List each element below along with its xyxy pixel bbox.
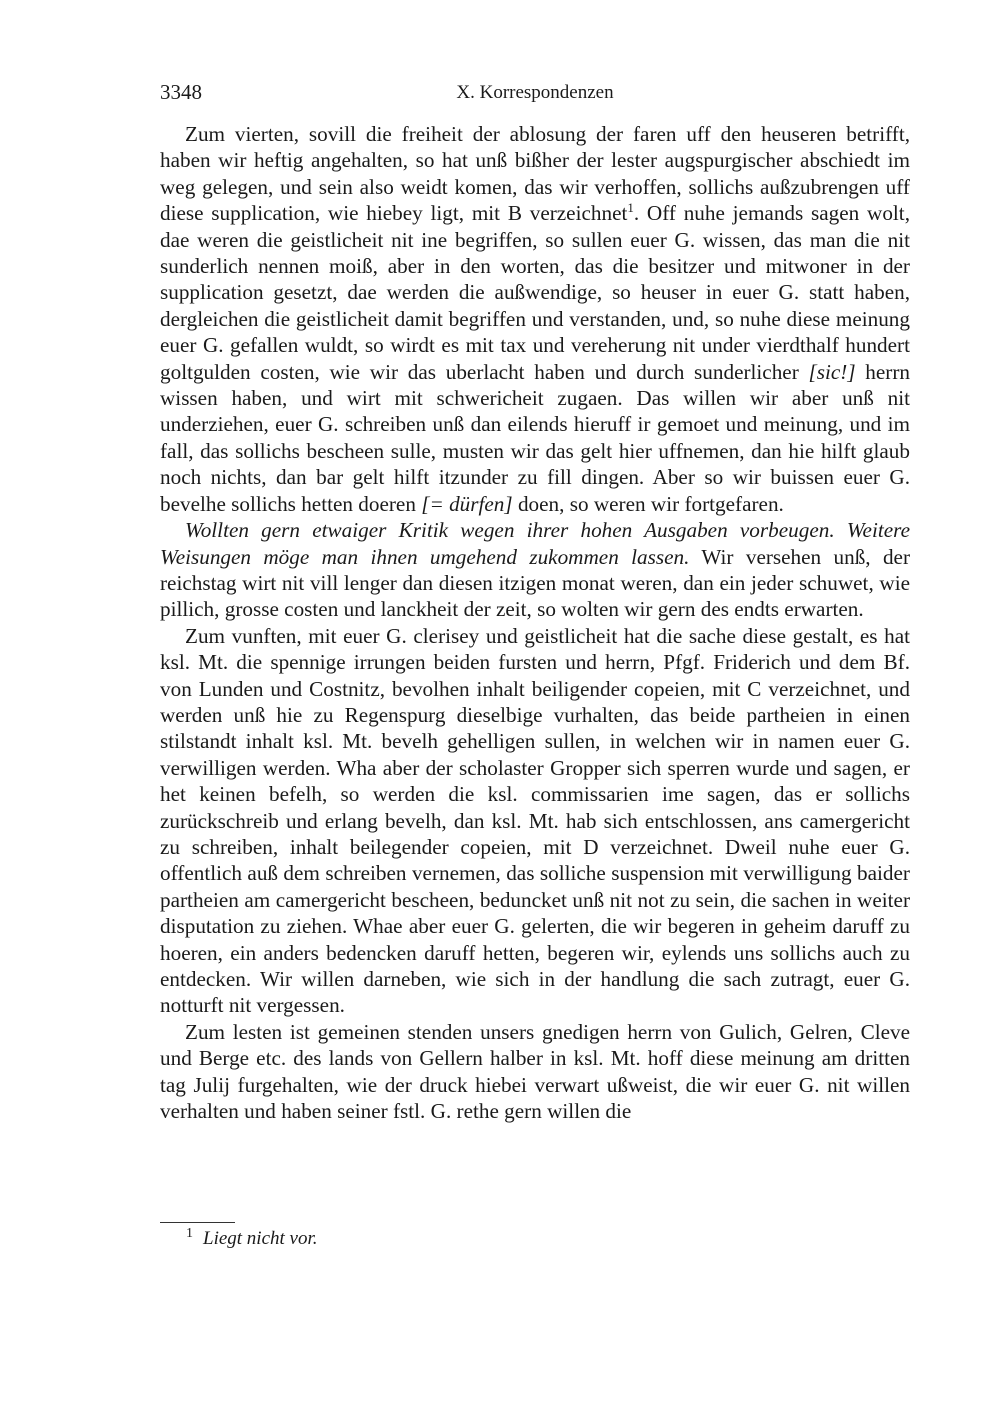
footnote (186, 1225, 318, 1250)
page-header (160, 80, 910, 106)
editorial-summary: Wollten gern etwaiger Kritik wegen ihrer hohen Ausgaben vorbeugen. Weitere Weisungen möge man ihnen umgehend zukommen lassen. (160, 518, 910, 569)
text-run: Zum lesten ist gemeinen stenden unsers gnedigen herrn von Gulich, Gelren, Cleve und Berge etc. des lands von Gellern halber in ksl. Mt. hoff diese meinung am dritten tag Julij furgehalten, wie der druck hiebei verwart ußweist, die wir euer G. nit willen verhalten und haben seiner fstl. G. rethe gern willen die (160, 1019, 910, 1124)
paragraph-3 (160, 623, 910, 1019)
running-title: X. Korrespondenzen (456, 82, 614, 103)
text-run: . Off nuhe jemands sagen wolt, dae weren die geistlicheit nit ine begriffen, so sullen euer G. wissen, das man die nit sunderlich nennen moiß, aber in den worten, das die besitzer und mitwoner in der supplication gesetzt, dae werden die außwendige, so heuser in euer G. statt haben, dergleichen die geistlicheit damit begriffen und verstanden, und, so nuhe diese meinung euer G. gefallen wuldt, so wirdt es mit tax und vereherung nit under vierdthalf hundert goltgulden costen, wie wir das uberlacht haben und durch sunderlicher (160, 201, 910, 384)
body-text (160, 121, 910, 1124)
text-run: Wir versehen unß, der reichstag wirt nit vill lenger dan diesen itzigen monat weren, dan ein jeder schuwet, wie pillich, grosse costen und lanckheit der zeit, so wolten wir gern des endts erwarten. (160, 544, 910, 622)
paragraph-1 (160, 121, 910, 517)
footnote-mark: 1 (186, 1225, 193, 1241)
editorial-note: [sic!] (808, 359, 856, 384)
editorial-note: [= dürfen] (421, 491, 513, 516)
footnote-text: Liegt nicht vor. (203, 1228, 318, 1249)
footnote-separator (160, 1222, 235, 1223)
text-run: Zum vierten, sovill die freiheit der ablosung der faren uff den heuseren betrifft, haben wir heftig angehalten, so hat unß bißher der lester augspurgischer abschiedt im weg gelegen, und sein also weidt komen, das wir verhoffen, sollichs außzubrengen uff diese supplication, wie hiebey ligt, mit B verzeichnet (160, 122, 910, 226)
paragraph-2 (160, 517, 910, 623)
text-run: herrn wissen haben, und wirt mit schwericheit zugaen. Das willen wir aber unß nit underziehen, euer G. schreiben unß dan eilends hieruff ir gemoet und meinung, und im fall, das sollichs bescheen sulle, musten wir das gelt hier uffnemen, dan hie hilft glaub noch nichts, dan bar gelt hilft itzunder zu fill dingen. Aber so wir buissen euer G. bevelhe sollichs hetten doeren (160, 359, 911, 516)
text-run: doen, so weren wir fortgefaren. (512, 491, 784, 516)
paragraph-4 (160, 1019, 910, 1125)
text-run: Zum vunften, mit euer G. clerisey und geistlicheit hat die sache diese gestalt, es hat ksl. Mt. die spennige irrungen beiden fursten und herrn, Pfgf. Friderich und dem Bf. von Lunden und Costnitz, bevolhen inhalt beiligender copeien, mit C verzeichnet, und werden unß hie zu Regenspurg dieselbige vurhalten, das beide partheien in einen stilstandt inhalt ksl. Mt. bevelh gehelligen sullen, in welchen wir in namen euer G. verwilligen werden. Wha aber der scholaster Gropper sich sperren wurde und sagen, er het keinen befelh, so werden die ksl. commissarien ime sagen, das er sollichs zurückschreib und erlang bevelh, dan ksl. Mt. hab sich entschlossen, ans camergericht zu schreiben, inhalt beilegender copeien, mit D verzeichnet. Dweil nuhe euer G. offentlich auß dem schreiben vernemen, das solliche suspension mit verwilligung baider partheien am camergericht bescheen, beduncket unß nit not zu sein, die sachen in weiter disputation zu ziehen. Whae aber euer G. gelerten, die wir begeren in geheim daruff zu hoeren, ein anders bedencken daruff hetten, begeren wir, eylends uns sollichs auch zu entdecken. Wir willen darneben, wie sich in der handlung die sach zutragt, euer G. notturft nit vergessen. (160, 623, 910, 1018)
footnote-reference: 1 (627, 200, 634, 216)
page-number: 3348 (160, 80, 202, 104)
